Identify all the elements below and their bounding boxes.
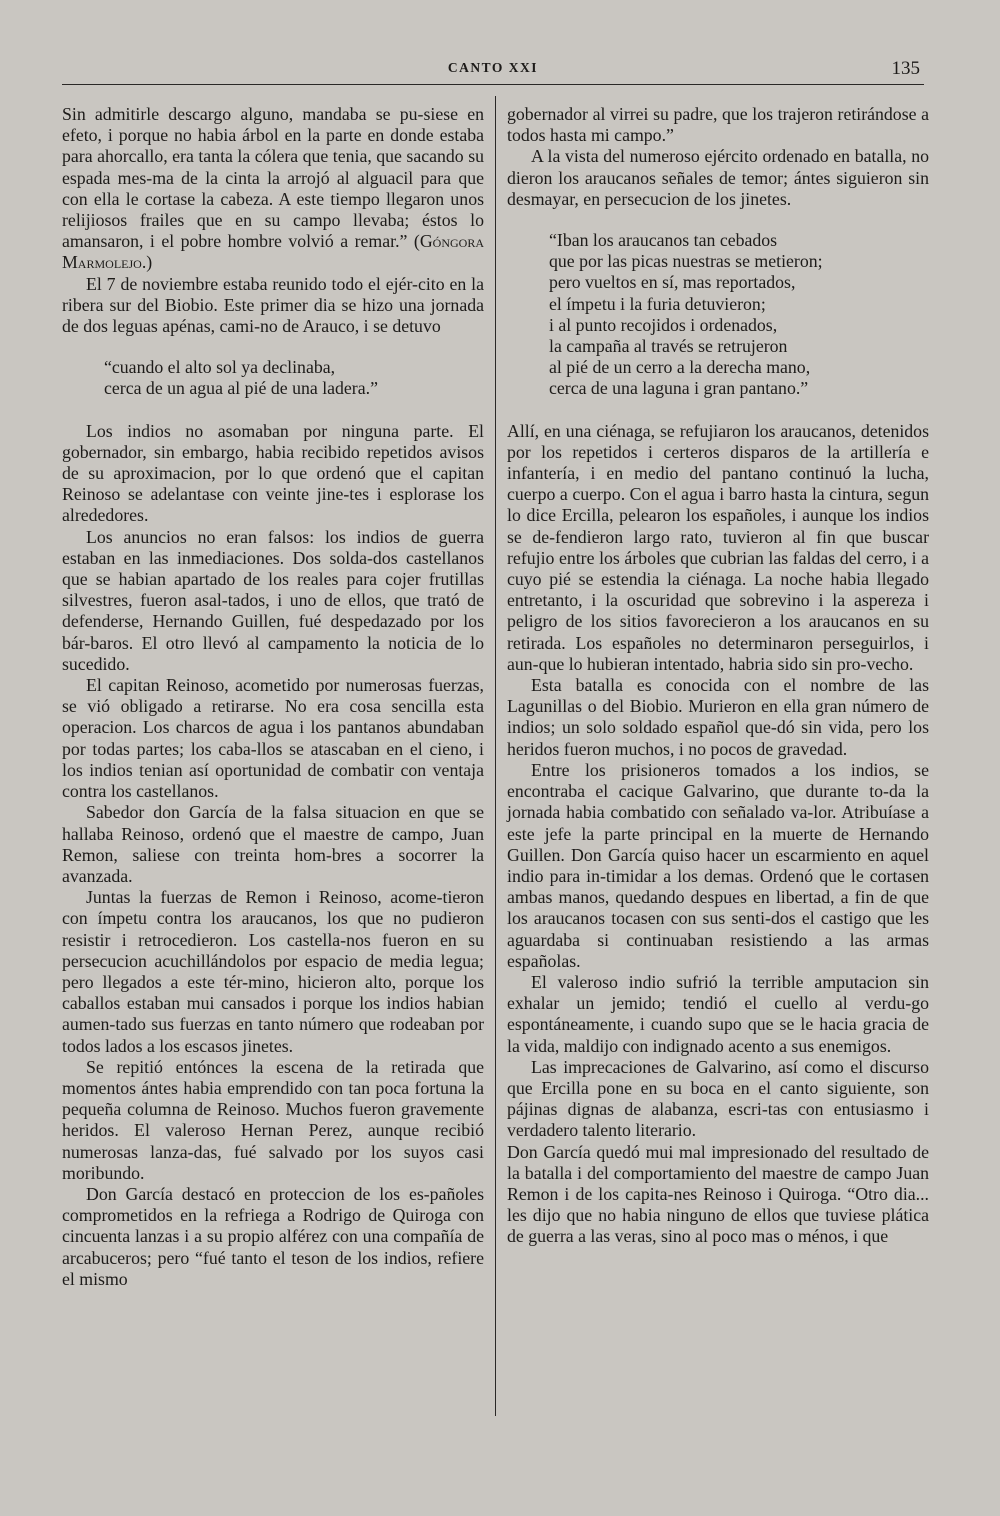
paragraph: gobernador al virrei su padre, que los trajeron retirándose a todos hasta mi campo.” bbox=[507, 104, 929, 146]
verse-line: pero vueltos en sí, mas reportados, bbox=[549, 272, 796, 293]
verse-line: la campaña al través se retrujeron bbox=[549, 336, 788, 357]
running-head: CANTO XXI bbox=[447, 60, 539, 75]
verse-line: cerca de una laguna i gran pantano.” bbox=[549, 378, 809, 399]
citation-close: .) bbox=[141, 252, 153, 273]
author-citation: Góngora Marmolejo bbox=[62, 231, 484, 273]
paragraph-text: Sin admitirle descargo alguno, mandaba se pu-siese en efeto, i porque no habia árbol en la parte en donde estaba para ahorcallo, era tanta la cólera que tenia, que sacando su espada mes-ma de la cinta la arrojó al alguacil para que con ella le cortase la cabeza. A este tiempo llegaron unos relijiosos frailes que en su campo llevaba; éstos lo amansaron, i el pobre hombre volvió a remar.” ( bbox=[62, 104, 484, 252]
verse-line: el ímpetu i la furia detuvieron; bbox=[549, 293, 766, 314]
verse-line: cerca de un agua al pié de una ladera.” bbox=[104, 378, 378, 399]
paragraph: Juntas la fuerzas de Remon i Reinoso, acome-tieron con ímpetu contra los araucanos, los que no pudieron resistir i retrocedieron. Los castella-nos fueron en su persecucion acuchillándolos por espacio de media legua; pero llegados a este tér-mino, hicieron alto, porque los caballos estaban mui cansados i porque los indios habian aumen-tado sus fuerzas en tanto número que rodeaban por todos lados a los escasos jinetes. bbox=[62, 887, 484, 1056]
verse-line: i al punto recojidos i ordenados, bbox=[549, 314, 778, 335]
paragraph: El capitan Reinoso, acometido por numerosas fuerzas, se vió obligado a retirarse. No era cosa sencilla esta operacion. Los charcos de agua i los pantanos abundaban por todas partes; los caba-llos se atascaban en el cieno, i los indios tenian así oportunidad de combatir con ventaja contra los castellanos. bbox=[62, 675, 484, 802]
paragraph: Los indios no asomaban por ninguna parte. El gobernador, sin embargo, habia recibido repetidos avisos de su aproximacion, por lo que ordenó que el capitan Reinoso se adelantase con veinte jine-tes i esplorase los alrededores. bbox=[62, 420, 484, 526]
paragraph: Se repitió entónces la escena de la retirada que momentos ántes habia emprendido con tan poca fortuna la pequeña columna de Reinoso. Muchos fueron gravemente heridos. El valeroso Hernan Perez, aunque recibió numerosas lanza-das, fué salvado por los suyos casi moribundo. bbox=[62, 1056, 484, 1183]
verse-line: que por las picas nuestras se metieron; bbox=[549, 251, 823, 272]
paragraph: El 7 de noviembre estaba reunido todo el ejér-cito en la ribera sur del Biobio. Este primer dia se hizo una jornada de dos leguas apénas, cami-no de Arauco, i se detuvo bbox=[62, 273, 484, 337]
verse-quote bbox=[507, 230, 929, 400]
verse-line: al pié de un cerro a la derecha mano, bbox=[549, 357, 811, 378]
paragraph: Don García quedó mui mal impresionado del resultado de la batalla i del comportamiento del maestre de campo Juan Remon i de los capita-nes Reinoso i Quiroga. “Otro dia... les dijo que no habia ninguno de ellos que tuviese plática de guerra a las veras, sino al poco mas o ménos, i que bbox=[507, 1141, 929, 1247]
verse-line: “Iban los araucanos tan cebados bbox=[549, 230, 778, 251]
left-column bbox=[62, 104, 484, 1290]
paragraph: Las imprecaciones de Galvarino, así como el discurso que Ercilla pone en su boca en el canto siguiente, son pájinas dignas de alabanza, escri-tas con entusiasmo i verdadero talento literario. bbox=[507, 1056, 929, 1141]
verse-line: “cuando el alto sol ya declinaba, bbox=[104, 357, 336, 378]
paragraph: El valeroso indio sufrió la terrible amputacion sin exhalar un jemido; tendió el cuello al verdu-go espontáneamente, i cuando supo que se le hacia gracia de la vida, maldijo con indignado acento a sus enemigos. bbox=[507, 971, 929, 1056]
right-column bbox=[507, 104, 929, 1248]
paragraph: Sabedor don García de la falsa situacion en que se hallaba Reinoso, ordenó que el maestre de campo, Juan Remon, saliese con treinta hom-bres a socorrer la avanzada. bbox=[62, 802, 484, 886]
paragraph: Entre los prisioneros tomados a los indios, se encontraba el cacique Galvarino, que durante to-da la jornada habia combatido con señalado va-lor. Atribuíase a este jefe la parte principal en la muerte de Hernando Guillen. Don García quiso hacer un escarmiento en aquel indio para in-timidar a los demas. Ordenó que le cortasen ambas manos, quedando despues en libertad, a fin de que los araucanos tocasen con sus senti-dos el castigo que les aguardaba si continuaban resistiendo a las armas españolas. bbox=[507, 759, 929, 971]
paragraph: Don García destacó en proteccion de los es-pañoles comprometidos en la refriega a Rodrigo de Quiroga con cincuenta lanzas i a su propio alférez con una compañía de arcabuceros; pero “fué tanto el teson de los indios, refiere el mismo bbox=[62, 1183, 484, 1289]
paragraph bbox=[62, 104, 484, 274]
page-header bbox=[62, 58, 924, 85]
page-number: 135 bbox=[891, 58, 920, 79]
column-divider bbox=[495, 96, 496, 1416]
paragraph: A la vista del numeroso ejército ordenado en batalla, no dieron los araucanos señales de temor; ántes siguieron sin desmayar, en persecucion de los jinetes. bbox=[507, 146, 929, 209]
paragraph: Los anuncios no eran falsos: los indios de guerra estaban en las inmediaciones. Dos solda-dos castellanos que se habian apartado de los reales para cojer frutillas silvestres, fueron asal-tados, i uno de ellos, que trató de defenderse, Hernando Guillen, fué despedazado por los bár-baros. El otro llevó al campamento la noticia de lo sucedido. bbox=[62, 526, 484, 674]
verse-quote bbox=[62, 357, 484, 399]
paragraph: Allí, en una ciénaga, se refujiaron los araucanos, detenidos por los repetidos i certeros disparos de la artillería e infantería, i en medio del pantano continuó la lucha, cuerpo a cuerpo. Con el agua i barro hasta la cintura, segun lo dice Ercilla, pelearon los españoles, i aunque los indios se de-fendieron largo rato, tuvieron al fin que buscar refujio entre los árboles que cubrian las faldas del cerro, i a cuyo pié se estendia la ciénaga. La noche habia llegado entretanto, i la oscuridad que sobrevino i la aspereza i peligro de los sitios favorecieron a los araucanos en su retirada. Los españoles no determinaron perseguirlos, i aun-que lo hubieran intentado, habria sido sin pro-vecho. bbox=[507, 420, 929, 674]
paragraph: Esta batalla es conocida con el nombre de las Lagunillas o del Biobio. Murieron en ella gran número de indios; un solo soldado español que-dó sin vida, pero los heridos fueron muchos, i no pocos de gravedad. bbox=[507, 675, 929, 759]
